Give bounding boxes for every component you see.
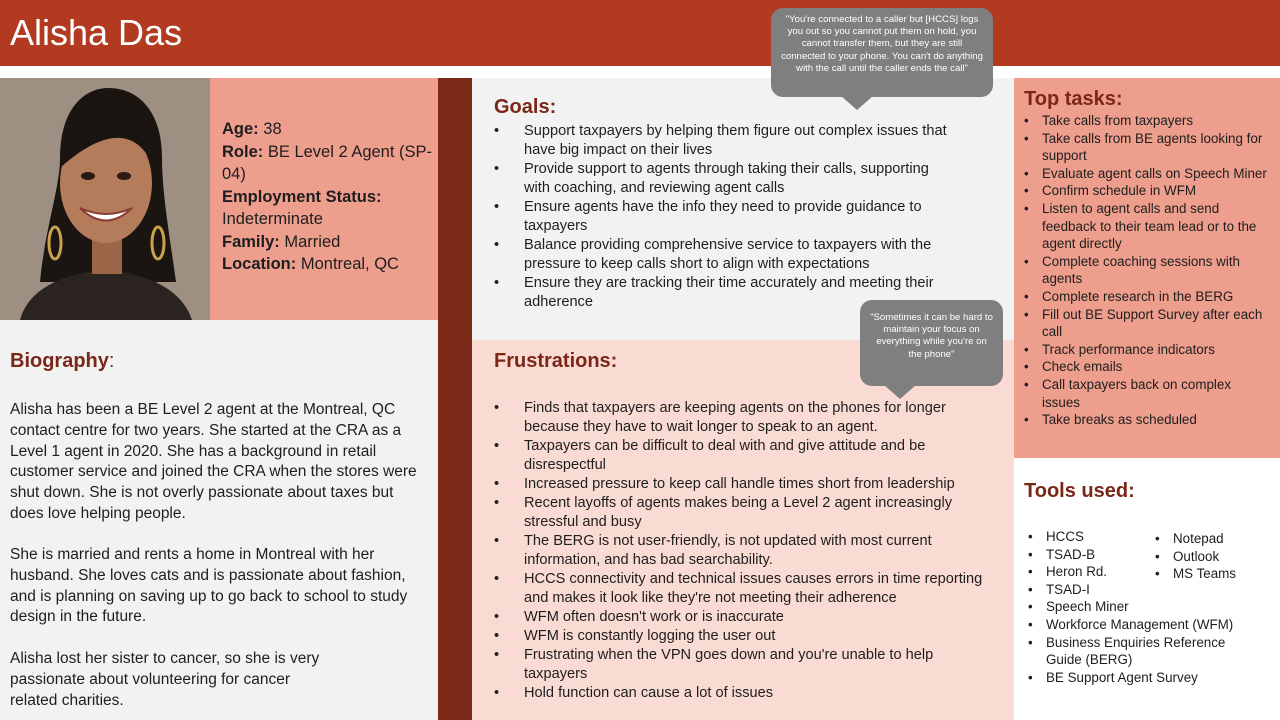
task-item: • Evaluate agent calls on Speech Miner <box>1024 165 1272 183</box>
profile-age: Age: 38 <box>222 120 282 138</box>
tool-item: • BE Support Agent Survey <box>1028 669 1258 687</box>
frustration-item: • Taxpayers can be difficult to deal with and give attitude and be disrespectful <box>494 437 994 475</box>
frustration-item: • Recent layoffs of agents makes being a Level 2 agent increasingly stressful and busy <box>494 494 994 532</box>
goals-list <box>494 122 954 312</box>
goals-heading: Goals: <box>494 96 557 118</box>
frustration-item: • Frustrating when the VPN goes down and you're unable to help taxpayers <box>494 646 994 684</box>
goal-item: • Provide support to agents through taking their calls, supporting with coaching, and reviewing agent calls <box>494 160 954 198</box>
task-item: • Fill out BE Support Survey after each call <box>1024 306 1272 341</box>
tool-item: • Heron Rd. <box>1028 563 1258 581</box>
tool-item: • Outlook <box>1155 548 1265 566</box>
biography-section <box>0 320 438 720</box>
frustrations-list <box>494 399 994 703</box>
tool-item: • Notepad <box>1155 530 1265 548</box>
frustration-item: • HCCS connectivity and technical issues causes errors in time reporting and makes it look like they're not meeting their adherence <box>494 570 994 608</box>
frustration-item: • The BERG is not user-friendly, is not updated with most current information, and has bad searchability. <box>494 532 994 570</box>
task-item: • Track performance indicators <box>1024 341 1272 359</box>
biography-paragraph: Alisha has been a BE Level 2 agent at the Montreal, QC contact centre for two years. She started at the CRA as a Level 1 agent in 2020. She has a background in retail customer service and joined the CRA when the stores were shut down. She is not overly passionate about taxes but does love helping people. <box>10 401 417 522</box>
task-item: • Take calls from taxpayers <box>1024 112 1272 130</box>
quote-text: "Sometimes it can be hard to maintain your focus on everything while you're on the phone" <box>870 312 993 360</box>
frustration-item: • Finds that taxpayers are keeping agents on the phones for longer because they have to wait longer to speak to an agent. <box>494 399 994 437</box>
tool-item: • HCCS <box>1028 528 1258 546</box>
bubble-tail <box>841 96 873 110</box>
goal-item: • Support taxpayers by helping them figure out complex issues that have big impact on their lives <box>494 122 954 160</box>
bubble-tail <box>884 385 916 399</box>
tools-list-right <box>1155 530 1265 583</box>
quote-bubble <box>771 8 993 97</box>
goal-item: • Balance providing comprehensive service to taxpayers with the pressure to keep calls short to align with expectations <box>494 236 954 274</box>
frustrations-heading: Frustrations: <box>494 350 618 372</box>
profile-photo-illustration <box>0 78 210 320</box>
task-item: • Check emails <box>1024 358 1272 376</box>
divider <box>438 78 472 720</box>
biography-heading: Biography: <box>10 350 115 372</box>
tools-section <box>1014 458 1280 720</box>
quote-text: "You're connected to a caller but [HCCS] logs you out so you cannot put them on hold, you cannot transfer them, but they are still connected to your phone. You can't do anything with the call until the caller ends the call" <box>781 14 983 74</box>
profile-role: Role: BE Level 2 Agent (SP-04) <box>222 142 433 183</box>
biography-paragraph: She is married and rents a home in Montreal with her husband. She loves cats and is passionate about fashion, and is planning on saving up to go back to school to study design in the future. <box>10 546 408 626</box>
tool-item: • Speech Miner <box>1028 598 1258 616</box>
persona-name: Alisha Das <box>10 12 183 53</box>
header-bar <box>0 0 1280 66</box>
biography-paragraph: Alisha lost her sister to cancer, so she is very passionate about volunteering for cancer related charities. <box>10 650 320 709</box>
top-tasks-section <box>1014 78 1280 458</box>
top-tasks-list <box>1024 112 1272 429</box>
profile-location: Location: Montreal, QC <box>222 255 399 273</box>
goal-item: • Ensure they are tracking their time accurately and meeting their adherence <box>494 274 954 312</box>
profile-employment-status: Employment Status: Indeterminate <box>222 187 382 228</box>
task-item: • Take breaks as scheduled <box>1024 411 1272 429</box>
frustration-item: • Hold function can cause a lot of issues <box>494 684 994 703</box>
tool-item: • MS Teams <box>1155 565 1265 583</box>
task-item: • Complete research in the BERG <box>1024 288 1272 306</box>
top-tasks-heading: Top tasks: <box>1024 88 1123 110</box>
task-item: • Take calls from BE agents looking for support <box>1024 130 1272 165</box>
frustration-item: • WFM is constantly logging the user out <box>494 627 994 646</box>
frustration-item: • WFM often doesn't work or is inaccurate <box>494 608 994 627</box>
task-item: • Confirm schedule in WFM <box>1024 182 1272 200</box>
task-item: • Call taxpayers back on complex issues <box>1024 376 1272 411</box>
task-item: • Complete coaching sessions with agents <box>1024 253 1272 288</box>
profile-details <box>210 78 438 320</box>
tools-heading: Tools used: <box>1024 480 1135 502</box>
avatar <box>0 78 210 320</box>
tool-item: • Workforce Management (WFM) <box>1028 616 1258 634</box>
tool-item: • TSAD-B <box>1028 546 1258 564</box>
tool-item: • TSAD-I <box>1028 581 1258 599</box>
goal-item: • Ensure agents have the info they need to provide guidance to taxpayers <box>494 198 954 236</box>
quote-bubble <box>860 300 1003 386</box>
tool-item: • Business Enquiries Reference Guide (BERG) <box>1028 634 1258 669</box>
frustration-item: • Increased pressure to keep call handle times short from leadership <box>494 475 994 494</box>
task-item: • Listen to agent calls and send feedback to their team lead or to the agent directly <box>1024 200 1272 253</box>
frustrations-section <box>472 340 1014 720</box>
profile-family: Family: Married <box>222 232 341 251</box>
